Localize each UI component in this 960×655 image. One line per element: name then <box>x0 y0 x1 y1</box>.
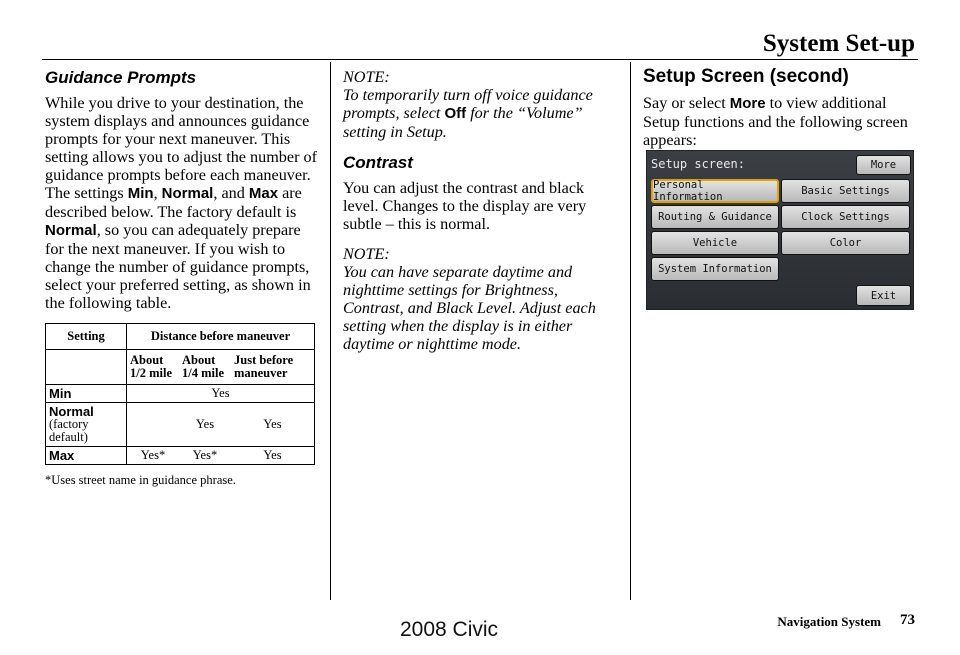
section-heading-guidance-prompts: Guidance Prompts <box>45 68 197 87</box>
separator: , <box>153 184 162 202</box>
guidance-prompts-paragraph <box>45 94 320 312</box>
subheader-half-mile: About 1/2 mile <box>127 350 180 385</box>
row-note: (factory default) <box>49 417 89 444</box>
section-heading-setup-screen: Setup Screen (second) <box>643 66 849 87</box>
column-contrast <box>343 62 618 600</box>
keyword-normal-default: Normal <box>45 222 97 239</box>
paragraph-text: While you drive to your destination, the system displays and announces guidance prompts for your next maneuver. This setting allows you to adjust the number of guidance prompts before each maneuver. The settings <box>45 94 318 202</box>
keyword-min: Min <box>127 185 154 202</box>
paragraph-text: to view additional Setup functions and the following screen appears: <box>643 94 908 149</box>
basic-settings-button[interactable]: Basic Settings <box>781 179 910 203</box>
paragraph-text: are described below. The factory default is <box>45 184 302 221</box>
footer-nav-title: Navigation System <box>777 614 881 629</box>
paragraph-text: Say or select <box>643 94 730 112</box>
vehicle-button[interactable]: Vehicle <box>651 231 779 255</box>
note-label: NOTE: <box>343 245 390 263</box>
setup-screen-paragraph <box>643 94 918 149</box>
table-row <box>46 403 315 447</box>
setup-screen-image <box>646 150 914 310</box>
row-label-max: Max <box>46 447 127 465</box>
routing-guidance-button[interactable]: Routing & Guidance <box>651 205 779 229</box>
table-cell: Yes* <box>179 447 231 465</box>
table-header-row <box>46 324 315 350</box>
empty-cell <box>46 350 127 385</box>
clock-settings-button[interactable]: Clock Settings <box>781 205 910 229</box>
personal-information-button[interactable]: Personal Information <box>651 179 779 203</box>
page-header-title: System Set-up <box>762 30 915 57</box>
section-heading-contrast: Contrast <box>343 153 413 172</box>
keyword-max: Max <box>248 185 279 202</box>
keyword-normal: Normal <box>161 185 214 202</box>
table-cell: Yes <box>127 385 315 403</box>
table-cell: Yes <box>231 447 315 465</box>
table-cell <box>127 403 180 447</box>
note-voice-guidance <box>343 86 618 141</box>
separator: , and <box>213 184 249 202</box>
column-header-setting: Setting <box>46 324 127 350</box>
watermark-text: 2008 Civic <box>400 618 499 641</box>
column-setup-screen <box>643 62 918 600</box>
column-guidance-prompts <box>45 62 320 600</box>
keyword-more: More <box>729 95 766 112</box>
paragraph-text: , so you can adequately prepare for the next maneuver. If you wish to change the number of guidance prompts, select your preferred setting, as shown in the following table. <box>45 221 311 312</box>
note-label: NOTE: <box>343 68 390 86</box>
column-header-distance: Distance before maneuver <box>127 324 315 350</box>
color-button[interactable]: Color <box>781 231 910 255</box>
table-footnote: *Uses street name in guidance phrase. <box>45 473 236 487</box>
exit-button[interactable]: Exit <box>856 285 911 306</box>
page-number: 73 <box>900 612 915 628</box>
header-rule <box>42 59 918 60</box>
column-divider <box>330 62 331 600</box>
table-cell: Yes <box>179 403 231 447</box>
note-text: for the “Volume” setting in Setup. <box>343 104 583 141</box>
more-button[interactable]: More <box>856 155 911 175</box>
row-label-min: Min <box>46 385 127 403</box>
table-cell: Yes <box>231 403 315 447</box>
guidance-settings-table <box>45 323 315 465</box>
note-text: To temporarily turn off voice guidance prompts, select <box>343 86 593 122</box>
screen-title: Setup screen: <box>651 157 745 171</box>
note-day-night: You can have separate daytime and nighttime settings for Brightness, Contrast, and Black Level. Adjust each setting when the display is in either daytime or nighttime mode. <box>343 263 596 353</box>
subheader-just-before: Just before maneuver <box>231 350 315 385</box>
subheader-quarter-mile: About 1/4 mile <box>179 350 231 385</box>
row-label-text: Normal <box>49 404 94 419</box>
row-label-normal <box>46 403 127 447</box>
table-subheader-row <box>46 350 315 385</box>
table-row <box>46 447 315 465</box>
table-cell: Yes* <box>127 447 180 465</box>
keyword-off: Off <box>444 105 467 122</box>
table-row <box>46 385 315 403</box>
system-information-button[interactable]: System Information <box>651 257 779 281</box>
column-divider <box>630 62 631 600</box>
contrast-paragraph: You can adjust the contrast and black level. Changes to the display are very subtle – this is normal. <box>343 179 587 233</box>
